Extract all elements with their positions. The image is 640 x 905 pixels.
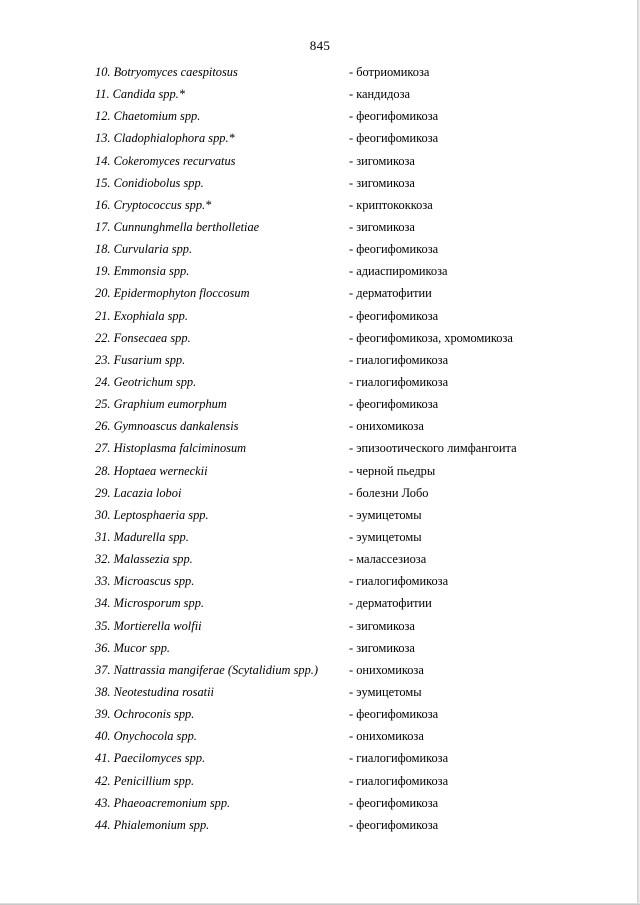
list-item <box>0 747 640 769</box>
organism-name: 12. Chaetomium spp. <box>95 109 201 124</box>
organism-name: 39. Ochroconis spp. <box>95 707 195 722</box>
list-item <box>0 725 640 747</box>
list-item <box>0 814 640 836</box>
disease-name: - зигомикоза <box>349 219 415 234</box>
disease-name: - дерматофитии <box>349 596 432 611</box>
organism-name: 42. Penicillium spp. <box>95 773 195 788</box>
list-item <box>0 105 640 127</box>
disease-name: - феогифомикоза <box>349 109 439 124</box>
organism-name: 17. Cunnunghmella bertholletiae <box>95 219 260 234</box>
organism-name: 26. Gymnoascus dankalensis <box>95 419 239 434</box>
organism-name: 33. Microascus spp. <box>95 574 195 589</box>
organism-name: 20. Epidermophyton floccosum <box>95 286 250 301</box>
disease-name: - феогифомикоза <box>349 707 439 722</box>
disease-name: - адиаспиромикоза <box>349 264 448 279</box>
disease-name: - гиалогифомикоза <box>349 374 449 389</box>
organism-name: 40. Onychocola spp. <box>95 729 197 744</box>
list-item <box>0 637 640 659</box>
list-item <box>0 172 640 194</box>
disease-name: - эумицетомы <box>349 507 422 522</box>
list-item <box>0 393 640 415</box>
organism-name: 19. Emmonsia spp. <box>95 264 190 279</box>
disease-name: - зигомикоза <box>349 153 415 168</box>
disease-name: - онихомикоза <box>349 662 424 677</box>
list-item <box>0 150 640 172</box>
disease-name: - черной пьедры <box>349 463 436 478</box>
list-item <box>0 615 640 637</box>
list-item <box>0 415 640 437</box>
disease-name: - зигомикоза <box>349 618 415 633</box>
disease-name: - онихомикоза <box>349 729 424 744</box>
list-item <box>0 526 640 548</box>
list-item <box>0 127 640 149</box>
organism-name: 28. Hoptaea werneckii <box>95 463 208 478</box>
page-number: 845 <box>309 38 331 53</box>
disease-name: - феогифомикоза <box>349 817 439 832</box>
organism-name: 25. Graphium eumorphum <box>95 397 227 412</box>
list-item <box>0 504 640 526</box>
list-item <box>0 216 640 238</box>
organism-name: 22. Fonsecaea spp. <box>95 330 191 345</box>
organism-name: 21. Exophiala spp. <box>95 308 188 323</box>
organism-name: 29. Lacazia loboi <box>95 485 182 500</box>
organism-name: 32. Malassezia spp. <box>95 552 193 567</box>
disease-name: - болезни Лобо <box>349 485 429 500</box>
organism-name: 30. Leptosphaeria spp. <box>95 507 209 522</box>
list-item <box>0 482 640 504</box>
organism-name: 31. Madurella spp. <box>95 529 189 544</box>
list-item <box>0 327 640 349</box>
disease-name: - феогифомикоза, хромомикоза <box>349 330 513 345</box>
disease-name: - зигомикоза <box>349 175 415 190</box>
disease-name: - кандидоза <box>349 87 411 102</box>
disease-name: - феогифомикоза <box>349 795 439 810</box>
disease-name: - онихомикоза <box>349 419 424 434</box>
list-item <box>0 371 640 393</box>
organism-name: 24. Geotrichum spp. <box>95 374 197 389</box>
organism-name: 27. Histoplasma falciminosum <box>95 441 247 456</box>
organism-name: 11. Candida spp.* <box>95 87 185 102</box>
organism-name: 18. Curvularia spp. <box>95 242 193 257</box>
list-item <box>0 282 640 304</box>
disease-name: - зигомикоза <box>349 640 415 655</box>
organism-name: 43. Phaeoacremonium spp. <box>95 795 231 810</box>
list-item <box>0 460 640 482</box>
organism-name: 34. Microsporum spp. <box>95 596 204 611</box>
organism-name: 36. Mucor spp. <box>95 640 171 655</box>
organism-name: 41. Paecilomyces spp. <box>95 751 206 766</box>
list-item <box>0 83 640 105</box>
disease-name: - ботриомикоза <box>349 65 430 79</box>
disease-name: - феогифомикоза <box>349 131 439 146</box>
disease-name: - эпизоотического лимфангоита <box>349 441 517 456</box>
list-item <box>0 659 640 681</box>
disease-name: - криптококкоза <box>349 197 433 212</box>
organism-name: 38. Neotestudina rosatii <box>95 684 214 699</box>
organism-name: 16. Cryptococcus spp.* <box>95 197 212 212</box>
list-item <box>0 260 640 282</box>
list-item <box>0 548 640 570</box>
disease-name: - гиалогифомикоза <box>349 352 449 367</box>
organism-name: 35. Mortierella wolfii <box>95 618 202 633</box>
organism-name: 10. Botryomyces caespitosus <box>95 65 238 79</box>
disease-name: - феогифомикоза <box>349 242 439 257</box>
disease-name: - гиалогифомикоза <box>349 773 449 788</box>
list-item <box>0 770 640 792</box>
organism-disease-list <box>0 61 640 836</box>
disease-name: - гиалогифомикоза <box>349 751 449 766</box>
disease-name: - малассезиоза <box>349 552 427 567</box>
disease-name: - феогифомикоза <box>349 308 439 323</box>
list-item <box>0 349 640 371</box>
disease-name: - дерматофитии <box>349 286 432 301</box>
disease-name: - эумицетомы <box>349 684 422 699</box>
list-item <box>0 681 640 703</box>
organism-name: 37. Nattrassia mangiferae (Scytalidium spp.) <box>95 662 319 677</box>
organism-name: 23. Fusarium spp. <box>95 352 186 367</box>
organism-name: 15. Conidiobolus spp. <box>95 175 204 190</box>
list-item <box>0 194 640 216</box>
disease-name: - эумицетомы <box>349 529 422 544</box>
list-item <box>0 592 640 614</box>
list-item <box>0 570 640 592</box>
organism-name: 14. Cokeromyces recurvatus <box>95 153 236 168</box>
organism-name: 13. Cladophialophora spp.* <box>95 131 235 146</box>
list-item <box>0 792 640 814</box>
list-item <box>0 703 640 725</box>
list-item <box>0 61 640 83</box>
list-item <box>0 238 640 260</box>
disease-name: - гиалогифомикоза <box>349 574 449 589</box>
disease-name: - феогифомикоза <box>349 397 439 412</box>
list-item <box>0 437 640 459</box>
organism-name: 44. Phialemonium spp. <box>95 817 210 832</box>
list-item <box>0 305 640 327</box>
